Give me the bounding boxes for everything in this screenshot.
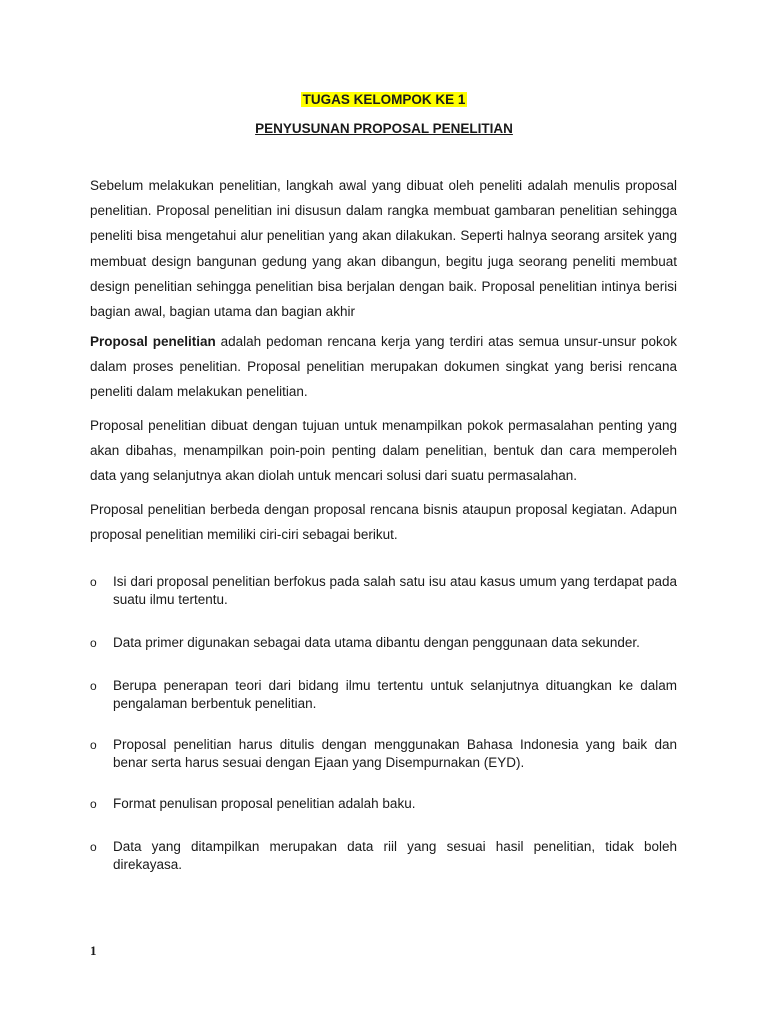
list-item-text: Data primer digunakan sebagai data utama dibantu dengan penggunaan data sekunder. xyxy=(113,635,640,650)
paragraph-definition xyxy=(90,329,677,405)
bullet-marker-icon: o xyxy=(90,575,97,589)
paragraph-intro: Sebelum melakukan penelitian, langkah awal yang dibuat oleh peneliti adalah menulis proposal penelitian. Proposal penelitian ini disusun dalam rangka membuat gambaran penelitian sehingga peneliti bisa mengetahui alur penelitian yang akan dilakukan. Seperti halnya seorang arsitek yang membuat design bangunan gedung yang akan dibangun, begitu juga seorang peneliti membuat design penelitian sehingga penelitian bisa berjalan dengan baik. Proposal penelitian intinya berisi bagian awal, bagian utama dan bagian akhir xyxy=(90,178,677,320)
list-item-text: Data yang ditampilkan merupakan data riil yang sesuai hasil penelitian, tidak boleh direkayasa. xyxy=(113,839,677,872)
title-highlight: TUGAS KELOMPOK KE 1 xyxy=(302,92,466,107)
list-item-text: Isi dari proposal penelitian berfokus pada salah satu isu atau kasus umum yang terdapat pada suatu ilmu tertentu. xyxy=(113,574,677,607)
list-item-text: Berupa penerapan teori dari bidang ilmu tertentu untuk selanjutnya dituangkan ke dalam pengalaman berbentuk penelitian. xyxy=(113,678,677,711)
paragraph-characteristics-intro: Proposal penelitian berbeda dengan proposal rencana bisnis ataupun proposal kegiatan. Adapun proposal penelitian memiliki ciri-ciri sebagai berikut. xyxy=(90,502,677,543)
list-item-text: Format penulisan proposal penelitian adalah baku. xyxy=(113,796,416,811)
document-subtitle: PENYUSUNAN PROPOSAL PENELITIAN xyxy=(255,121,513,136)
definition-term: Proposal penelitian xyxy=(90,334,216,349)
bullet-marker-icon: o xyxy=(90,679,97,693)
bullet-marker-icon: o xyxy=(90,738,97,752)
definition-text: adalah pedoman rencana kerja yang terdiri atas semua unsur-unsur pokok dalam proses penelitian. Proposal penelitian merupakan dokumen singkat yang berisi rencana peneliti dalam melakukan penelitian. xyxy=(90,334,678,400)
bullet-marker-icon: o xyxy=(90,840,97,854)
list-item-text: Proposal penelitian harus ditulis dengan menggunakan Bahasa Indonesia yang baik dan benar serta harus sesuai dengan Ejaan yang Disempurnakan (EYD). xyxy=(113,737,677,770)
bullet-marker-icon: o xyxy=(90,797,97,811)
paragraph-purpose: Proposal penelitian dibuat dengan tujuan untuk menampilkan pokok permasalahan penting yang akan dibahas, menampilkan poin-poin penting dalam penelitian, bentuk dan cara memperoleh data yang selanjutnya akan diolah untuk mencari solusi dari suatu permasalahan. xyxy=(90,418,677,484)
bullet-marker-icon: o xyxy=(90,636,97,650)
document-title xyxy=(0,92,768,107)
page-number: 1 xyxy=(90,943,97,958)
